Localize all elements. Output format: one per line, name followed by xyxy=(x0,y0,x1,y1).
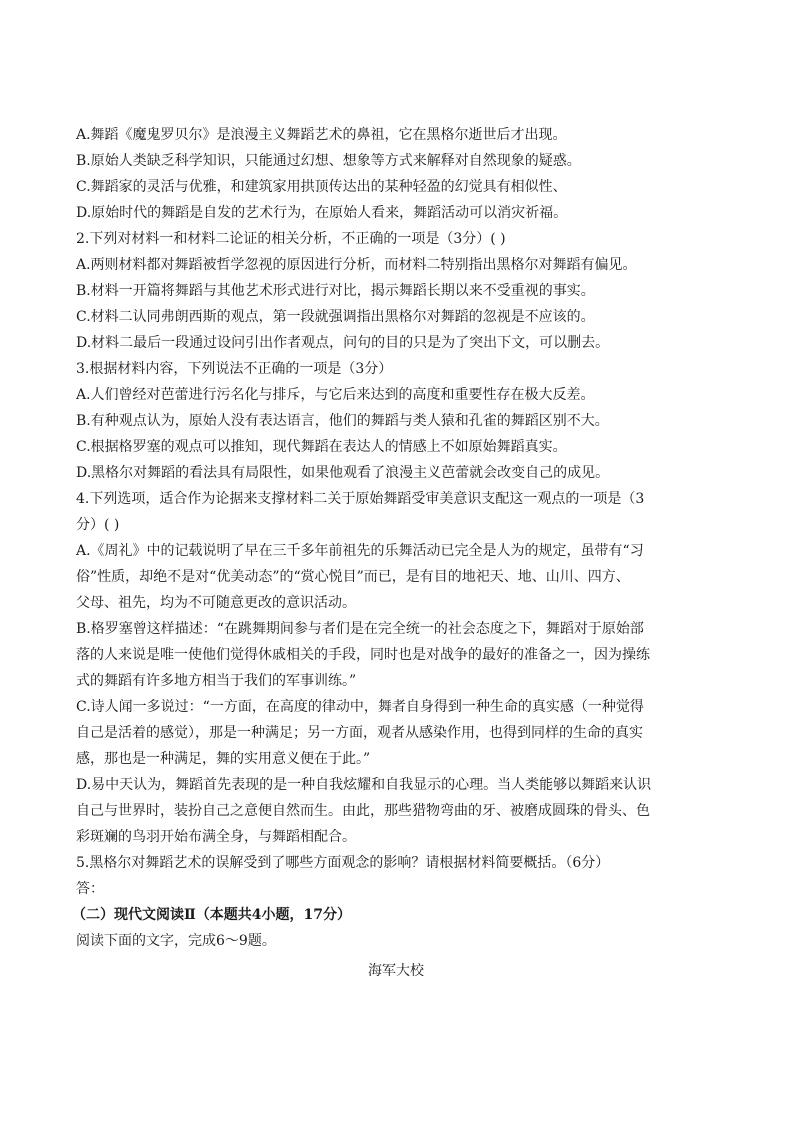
section-heading: （二）现代文阅读Ⅱ（本题共4小题，17分） xyxy=(72,907,352,923)
option-3d: D.黑格尔对舞蹈的看法具有局限性，如果他观看了浪漫主义芭蕾就会改变自己的成见。 xyxy=(76,465,610,481)
option-1b: B.原始人类缺乏科学知识，只能通过幻想、想象等方式来解释对自然现象的疑惑。 xyxy=(76,153,581,169)
option-3a: A.人们曾经对芭蕾进行污名化与排斥，与它后来达到的高度和重要性存在极大反差。 xyxy=(76,387,595,403)
question-4: 4.下列选项，适合作为论据来支撑材料二关于原始舞蹈受审美意识支配这一观点的一项是（3 xyxy=(76,491,645,507)
article-title: 海军大校 xyxy=(368,963,424,979)
option-4a-cont: 俗”性质，却绝不是对“优美动态”的“赏心悦目”而已，是有目的地祀天、地、山川、四方、 xyxy=(76,569,630,585)
question-3: 3.根据材料内容，下列说法不正确的一项是（3分） xyxy=(76,361,393,377)
question-2: 2.下列对材料一和材料二论证的相关分析，不正确的一项是（3分）( ) xyxy=(76,231,506,247)
option-4d-cont: 彩斑斓的鸟羽开始布满全身，与舞蹈相配合。 xyxy=(76,829,356,845)
option-4b-cont: 式的舞蹈有许多地方相当于我们的军事训练。” xyxy=(76,673,357,689)
option-4d-cont: 自己与世界时，装扮自己之意便自然而生。由此，那些猎物弯曲的牙、被磨成圆珠的骨头、色 xyxy=(76,803,650,819)
reading-instruction: 阅读下面的文字，完成6～9题。 xyxy=(76,933,276,949)
option-4c: C.诗人闻一多说过：“一方面，在高度的律动中，舞者自身得到一种生命的真实感（一种觉得 xyxy=(76,699,644,715)
option-4c-cont: 自己是活着的感觉），那是一种满足；另一方面，观者从感染作用，也得到同样的生命的真实 xyxy=(76,725,643,741)
option-3c: C.根据格罗塞的观点可以推知，现代舞蹈在表达人的情感上不如原始舞蹈真实。 xyxy=(76,439,567,455)
option-1d: D.原始时代的舞蹈是自发的艺术行为，在原始人看来，舞蹈活动可以消灾祈福。 xyxy=(76,205,568,221)
question-4-cont: 分）( ) xyxy=(76,517,120,533)
answer-label: 答： xyxy=(76,881,104,897)
option-3b: B.有种观点认为，原始人没有表达语言，他们的舞蹈与类人猿和孔雀的舞蹈区别不大。 xyxy=(76,413,609,429)
option-4a-cont: 父母、祖先，均为不可随意更改的意识活动。 xyxy=(76,595,356,611)
option-4b-cont: 落的人来说是唯一使他们觉得休戚相关的手段，同时也是对战争的最好的准备之一，因为操练 xyxy=(76,647,650,663)
option-4a: A.《周礼》中的记载说明了早在三千多年前祖先的乐舞活动已完全是人为的规定，虽带有“习 xyxy=(76,543,644,559)
option-1c: C.舞蹈家的灵活与优雅，和建筑家用拱顶传达出的某种轻盈的幻觉具有相似性、 xyxy=(76,179,567,195)
option-2b: B.材料一开篇将舞蹈与其他艺术形式进行对比，揭示舞蹈长期以来不受重视的事实。 xyxy=(76,283,595,299)
option-4b: B.格罗塞曾这样描述：“在跳舞期间参与者们是在完全统一的社会态度之下，舞蹈对于原始部 xyxy=(76,621,644,637)
option-2c: C.材料二认同弗朗西斯的观点，第一段就强调指出黑格尔对舞蹈的忽视是不应该的。 xyxy=(76,309,595,325)
option-4d: D.易中天认为，舞蹈首先表现的是一种自我炫耀和自我显示的心理。当人类能够以舞蹈来认识 xyxy=(76,777,652,793)
question-5: 5.黑格尔对舞蹈艺术的误解受到了哪些方面观念的影响？请根据材料简要概括。（6分） xyxy=(76,855,610,871)
option-4c-cont: 感，那也是一种满足，舞的实用意义便在于此。” xyxy=(76,751,371,767)
option-2d: D.材料二最后一段通过设问引出作者观点，问句的目的只是为了突出下文，可以删去。 xyxy=(76,335,610,351)
option-2a: A.两则材料都对舞蹈被哲学忽视的原因进行分析，而材料二特别指出黑格尔对舞蹈有偏见。 xyxy=(76,257,637,273)
option-1a: A.舞蹈《魔鬼罗贝尔》是浪漫主义舞蹈艺术的鼻祖，它在黑格尔逝世后才出现。 xyxy=(76,127,567,143)
